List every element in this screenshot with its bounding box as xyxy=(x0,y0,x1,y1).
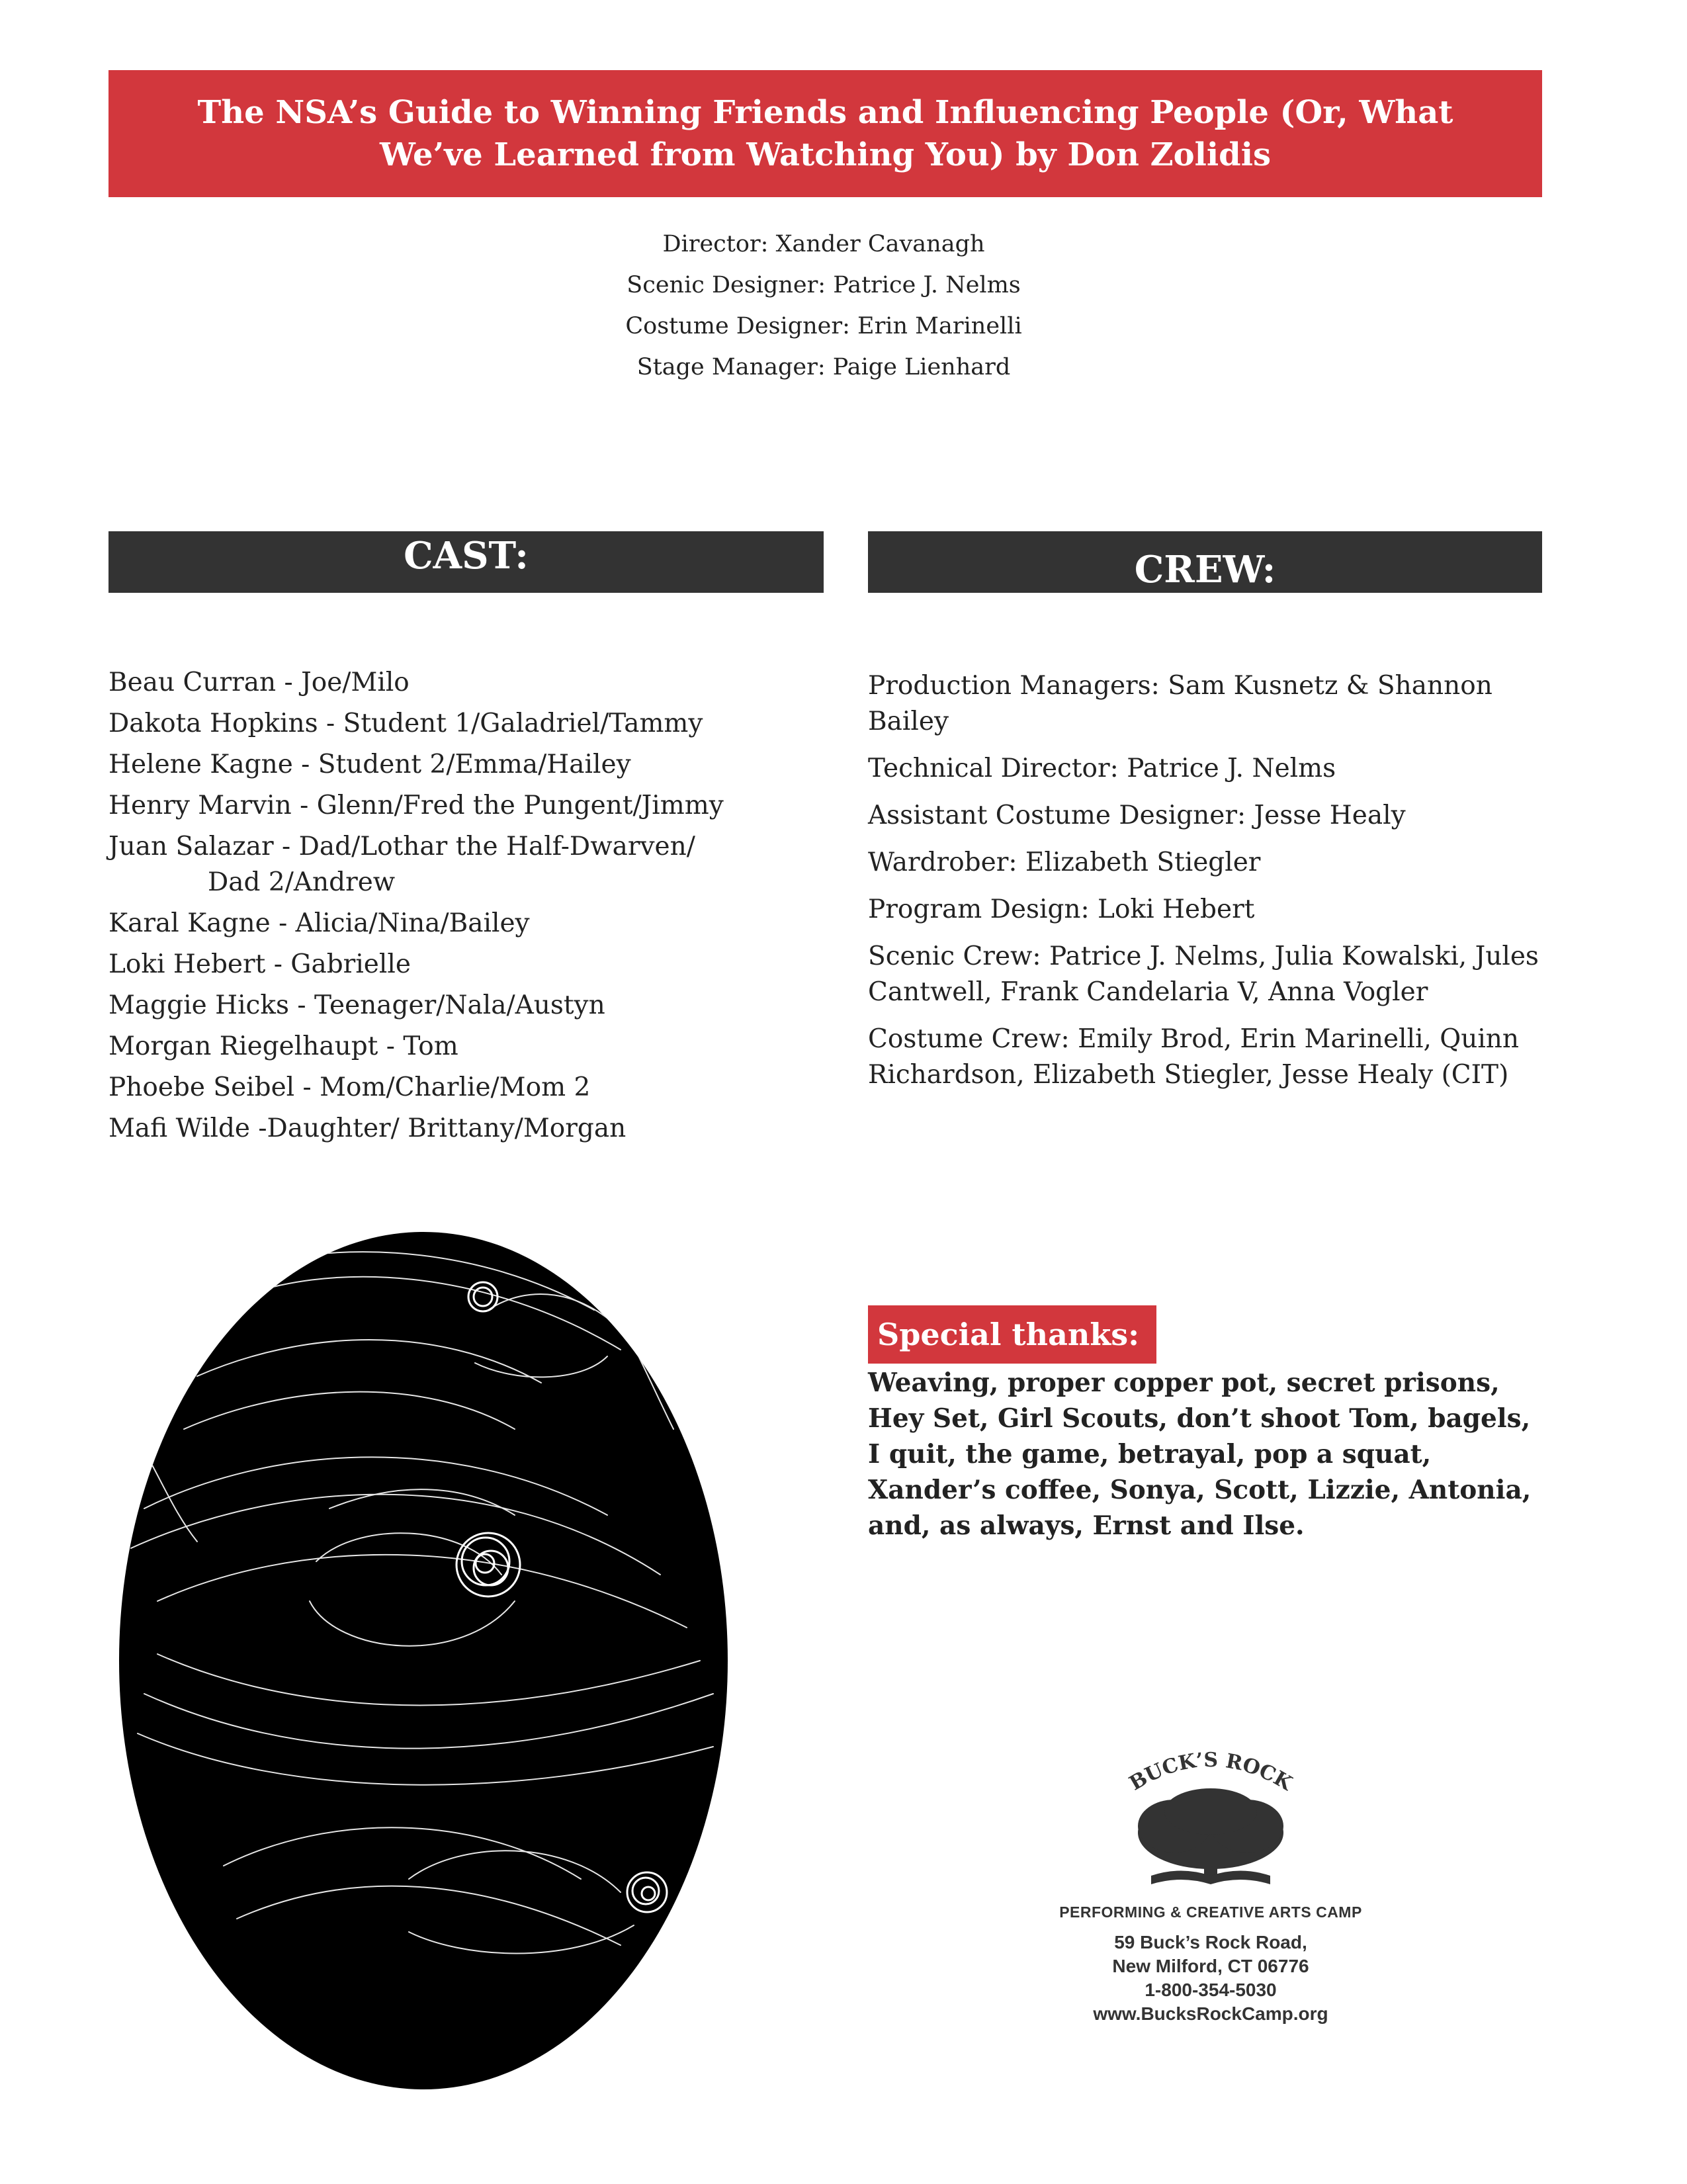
cast-list xyxy=(108,665,863,1152)
credit-scenic-designer: Scenic Designer: Patrice J. Nelms xyxy=(627,272,1021,298)
crew-heading: CREW: xyxy=(1134,548,1276,591)
cast-line: Phoebe Seibel - Mom/Charlie/Mom 2 xyxy=(108,1072,591,1102)
crew-list xyxy=(868,668,1549,1104)
special-thanks-heading: Special thanks: xyxy=(877,1317,1140,1352)
crew-heading-bar xyxy=(868,531,1542,593)
address-city: New Milford, CT 06776 xyxy=(1112,1956,1309,1976)
eye-illustration xyxy=(118,1231,729,2091)
crew-item: Scenic Crew: Patrice J. Nelms, Julia Kowalski, Jules Cantwell, Frank Candelaria V, Anna Vogler xyxy=(868,941,1539,1007)
cast-line: Henry Marvin - Glenn/Fred the Pungent/Jimmy xyxy=(108,791,724,820)
production-credits xyxy=(0,224,1647,388)
camp-name: PERFORMING & CREATIVE ARTS CAMP xyxy=(1059,1903,1362,1921)
crew-item: Program Design: Loki Hebert xyxy=(868,895,1255,924)
cast-item xyxy=(108,1111,863,1147)
cast-line: Mafi Wilde -Daughter/ Brittany/Morgan xyxy=(108,1114,627,1143)
special-thanks-label xyxy=(868,1305,1156,1364)
crew-item: Technical Director: Patrice J. Nelms xyxy=(868,754,1336,783)
cast-item xyxy=(108,906,863,941)
cast-line: Maggie Hicks - Teenager/Nala/Austyn xyxy=(108,990,605,1020)
special-thanks-text: Weaving, proper copper pot, secret prisons, Hey Set, Girl Scouts, don’t shoot Tom, bagels, I quit, the game, betrayal, pop a squat, Xander’s coffee, Sonya, Scott, Lizzie, Antonia, and, as always, Ernst and Ilse. xyxy=(868,1368,1532,1541)
cast-line: Loki Hebert - Gabrielle xyxy=(108,949,411,979)
logo-arc-text: BUCK’S ROCK xyxy=(1125,1748,1296,1796)
cast-line: Morgan Riegelhaupt - Tom xyxy=(108,1031,458,1061)
crew-item: Costume Crew: Emily Brod, Erin Marinelli, Quinn Richardson, Elizabeth Stiegler, Jesse Healy (CIT) xyxy=(868,1024,1520,1090)
cast-heading-bar xyxy=(108,531,824,593)
crew-item: Assistant Costume Designer: Jesse Healy xyxy=(868,801,1406,830)
credit-costume-designer: Costume Designer: Erin Marinelli xyxy=(625,313,1022,339)
cast-item xyxy=(108,829,863,900)
cast-item xyxy=(108,665,863,701)
address-website: www.BucksRockCamp.org xyxy=(1093,2003,1328,2024)
cast-line: Beau Curran - Joe/Milo xyxy=(108,668,410,697)
cast-item xyxy=(108,747,863,783)
cast-line: Dakota Hopkins - Student 1/Galadriel/Tammy xyxy=(108,709,703,738)
cast-item xyxy=(108,788,863,824)
camp-address xyxy=(1032,1931,1389,2026)
crew-item: Production Managers: Sam Kusnetz & Shannon Bailey xyxy=(868,671,1492,736)
cast-line: Karal Kagne - Alicia/Nina/Bailey xyxy=(108,908,530,938)
cast-item xyxy=(108,947,863,983)
cast-item xyxy=(108,1070,863,1106)
cast-item xyxy=(108,1029,863,1065)
address-street: 59 Buck’s Rock Road, xyxy=(1114,1932,1307,1952)
cast-heading: CAST: xyxy=(404,534,529,578)
crew-item: Wardrober: Elizabeth Stiegler xyxy=(868,848,1261,877)
title-banner xyxy=(108,70,1542,197)
cast-line: Juan Salazar - Dad/Lothar the Half-Dwarven/ xyxy=(108,832,695,861)
credit-stage-manager: Stage Manager: Paige Lienhard xyxy=(636,354,1011,380)
cast-item xyxy=(108,988,863,1024)
tree-book-logo xyxy=(1111,1733,1310,1899)
page-title: The NSA’s Guide to Winning Friends and Influencing People (Or, What We’ve Learned from Watching You) by Don Zolidis xyxy=(197,94,1453,173)
credit-director: Director: Xander Cavanagh xyxy=(662,231,985,257)
cast-item xyxy=(108,706,863,742)
cast-line-continued: Dad 2/Andrew xyxy=(208,867,396,897)
address-phone: 1-800-354-5030 xyxy=(1145,1980,1277,2000)
cast-line: Helene Kagne - Student 2/Emma/Hailey xyxy=(108,750,631,779)
